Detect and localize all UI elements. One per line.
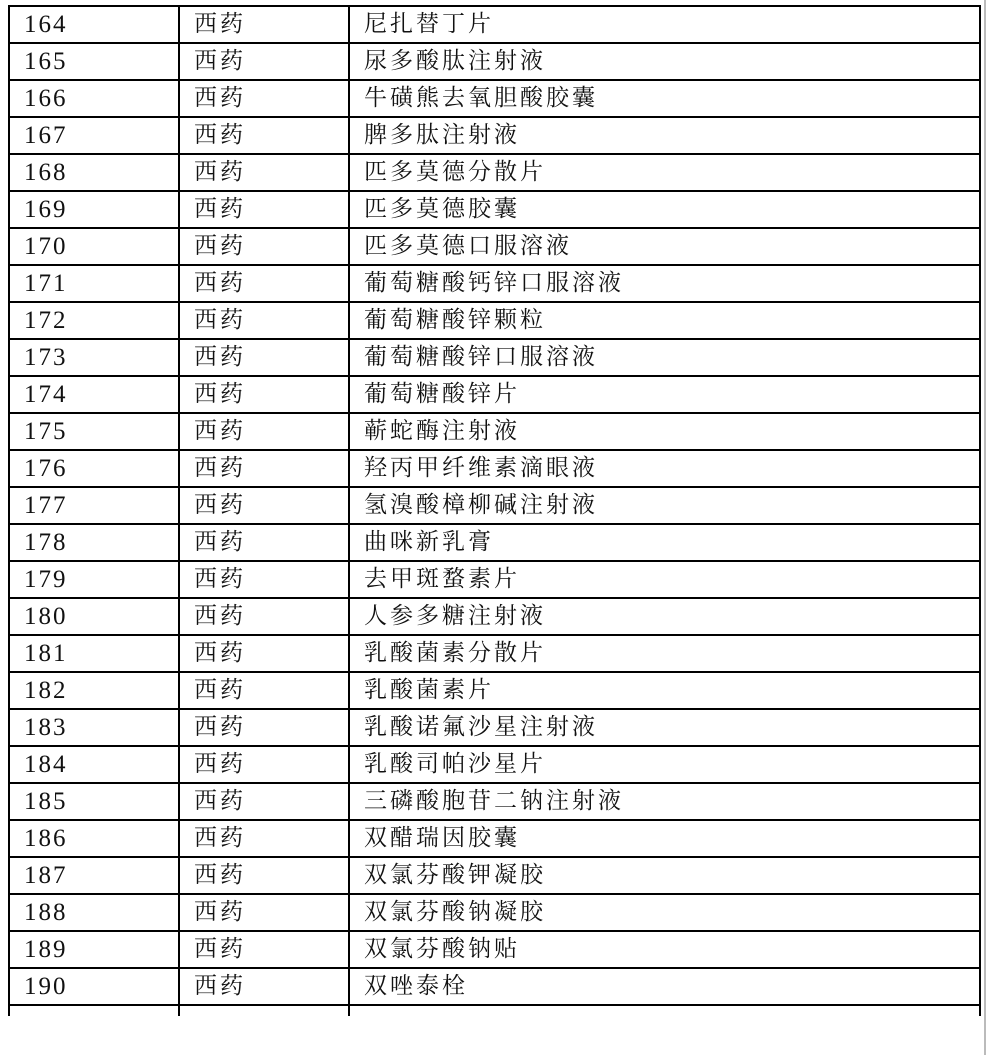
- cell-category: 西药: [179, 6, 349, 43]
- cell-number: 175: [9, 413, 179, 450]
- cell-drug-name: 葡萄糖酸锌口服溶液: [349, 339, 980, 376]
- table-row: [9, 43, 980, 80]
- cell-drug-name: 去甲斑蝥素片: [349, 561, 980, 598]
- cell-category: 西药: [179, 413, 349, 450]
- cell-drug-name: 双氯芬酸钾凝胶: [349, 857, 980, 894]
- cell-category: 西药: [179, 376, 349, 413]
- table-row: [9, 709, 980, 746]
- drug-list-body: [9, 6, 980, 1016]
- table-row: [9, 783, 980, 820]
- cell-drug-name: 乳酸诺氟沙星注射液: [349, 709, 980, 746]
- cell-number: 185: [9, 783, 179, 820]
- table-row: [9, 931, 980, 968]
- table-row: [9, 450, 980, 487]
- cell-number: 164: [9, 6, 179, 43]
- cell-drug-name: 双醋瑞因胶囊: [349, 820, 980, 857]
- cell-drug-name: 匹多莫德口服溶液: [349, 228, 980, 265]
- cell-empty: [349, 1005, 980, 1016]
- table-row: [9, 561, 980, 598]
- drug-list-table: [8, 5, 981, 1016]
- table-row: [9, 968, 980, 1005]
- cell-number: 166: [9, 80, 179, 117]
- cell-number: 171: [9, 265, 179, 302]
- cell-category: 西药: [179, 561, 349, 598]
- cell-drug-name: 葡萄糖酸锌片: [349, 376, 980, 413]
- cell-drug-name: 牛磺熊去氧胆酸胶囊: [349, 80, 980, 117]
- cell-drug-name: 尼扎替丁片: [349, 6, 980, 43]
- cell-category: 西药: [179, 450, 349, 487]
- cell-number: 179: [9, 561, 179, 598]
- cell-category: 西药: [179, 228, 349, 265]
- cell-number: 165: [9, 43, 179, 80]
- cell-number: 183: [9, 709, 179, 746]
- cell-category: 西药: [179, 746, 349, 783]
- cell-number: 177: [9, 487, 179, 524]
- cell-number: 169: [9, 191, 179, 228]
- table-row: [9, 598, 980, 635]
- cell-drug-name: 乳酸司帕沙星片: [349, 746, 980, 783]
- cell-category: 西药: [179, 820, 349, 857]
- cell-drug-name: 葡萄糖酸锌颗粒: [349, 302, 980, 339]
- cell-category: 西药: [179, 783, 349, 820]
- cell-category: 西药: [179, 302, 349, 339]
- cell-category: 西药: [179, 894, 349, 931]
- cell-drug-name: 双氯芬酸钠凝胶: [349, 894, 980, 931]
- cell-category: 西药: [179, 524, 349, 561]
- cell-drug-name: 尿多酸肽注射液: [349, 43, 980, 80]
- cell-category: 西药: [179, 709, 349, 746]
- cell-category: 西药: [179, 968, 349, 1005]
- table-row: [9, 746, 980, 783]
- table-row: [9, 191, 980, 228]
- cell-drug-name: 曲咪新乳膏: [349, 524, 980, 561]
- cell-number: 181: [9, 635, 179, 672]
- cell-number: 173: [9, 339, 179, 376]
- cell-drug-name: 乳酸菌素片: [349, 672, 980, 709]
- cell-category: 西药: [179, 857, 349, 894]
- table-row: [9, 376, 980, 413]
- cell-category: 西药: [179, 154, 349, 191]
- cell-number: 170: [9, 228, 179, 265]
- table-row: [9, 487, 980, 524]
- cell-drug-name: 双氯芬酸钠贴: [349, 931, 980, 968]
- cell-drug-name: 氢溴酸樟柳碱注射液: [349, 487, 980, 524]
- cell-drug-name: 匹多莫德胶囊: [349, 191, 980, 228]
- table-row: [9, 117, 980, 154]
- cell-number: 184: [9, 746, 179, 783]
- table-row: [9, 339, 980, 376]
- table-row: [9, 302, 980, 339]
- cell-number: 180: [9, 598, 179, 635]
- cell-drug-name: 双唑泰栓: [349, 968, 980, 1005]
- table-row: [9, 635, 980, 672]
- cell-number: 174: [9, 376, 179, 413]
- cell-number: 187: [9, 857, 179, 894]
- cell-category: 西药: [179, 191, 349, 228]
- table-row: [9, 857, 980, 894]
- cell-number: 190: [9, 968, 179, 1005]
- table-row: [9, 265, 980, 302]
- table-row: [9, 413, 980, 450]
- table-row: [9, 672, 980, 709]
- cell-drug-name: 匹多莫德分散片: [349, 154, 980, 191]
- drug-list-table-container: [8, 5, 981, 1016]
- cell-drug-name: 葡萄糖酸钙锌口服溶液: [349, 265, 980, 302]
- cell-category: 西药: [179, 487, 349, 524]
- cell-category: 西药: [179, 635, 349, 672]
- cell-number: 188: [9, 894, 179, 931]
- cell-category: 西药: [179, 43, 349, 80]
- table-row: [9, 80, 980, 117]
- cell-category: 西药: [179, 339, 349, 376]
- cell-drug-name: 三磷酸胞苷二钠注射液: [349, 783, 980, 820]
- table-row: [9, 6, 980, 43]
- cell-empty: [179, 1005, 349, 1016]
- cell-category: 西药: [179, 80, 349, 117]
- cell-number: 167: [9, 117, 179, 154]
- cell-number: 178: [9, 524, 179, 561]
- cell-category: 西药: [179, 672, 349, 709]
- cell-category: 西药: [179, 598, 349, 635]
- table-row: [9, 894, 980, 931]
- cell-drug-name: 人参多糖注射液: [349, 598, 980, 635]
- page-edge-line: [984, 0, 986, 1055]
- cell-number: 189: [9, 931, 179, 968]
- cell-number: 186: [9, 820, 179, 857]
- cell-number: 168: [9, 154, 179, 191]
- cell-drug-name: 蕲蛇酶注射液: [349, 413, 980, 450]
- table-row: [9, 524, 980, 561]
- table-row-partial: [9, 1005, 980, 1016]
- cell-number: 172: [9, 302, 179, 339]
- cell-category: 西药: [179, 265, 349, 302]
- cell-drug-name: 羟丙甲纤维素滴眼液: [349, 450, 980, 487]
- table-row: [9, 228, 980, 265]
- cell-drug-name: 乳酸菌素分散片: [349, 635, 980, 672]
- cell-category: 西药: [179, 117, 349, 154]
- table-row: [9, 820, 980, 857]
- cell-category: 西药: [179, 931, 349, 968]
- cell-number: 176: [9, 450, 179, 487]
- cell-drug-name: 脾多肽注射液: [349, 117, 980, 154]
- cell-empty: [9, 1005, 179, 1016]
- cell-number: 182: [9, 672, 179, 709]
- table-row: [9, 154, 980, 191]
